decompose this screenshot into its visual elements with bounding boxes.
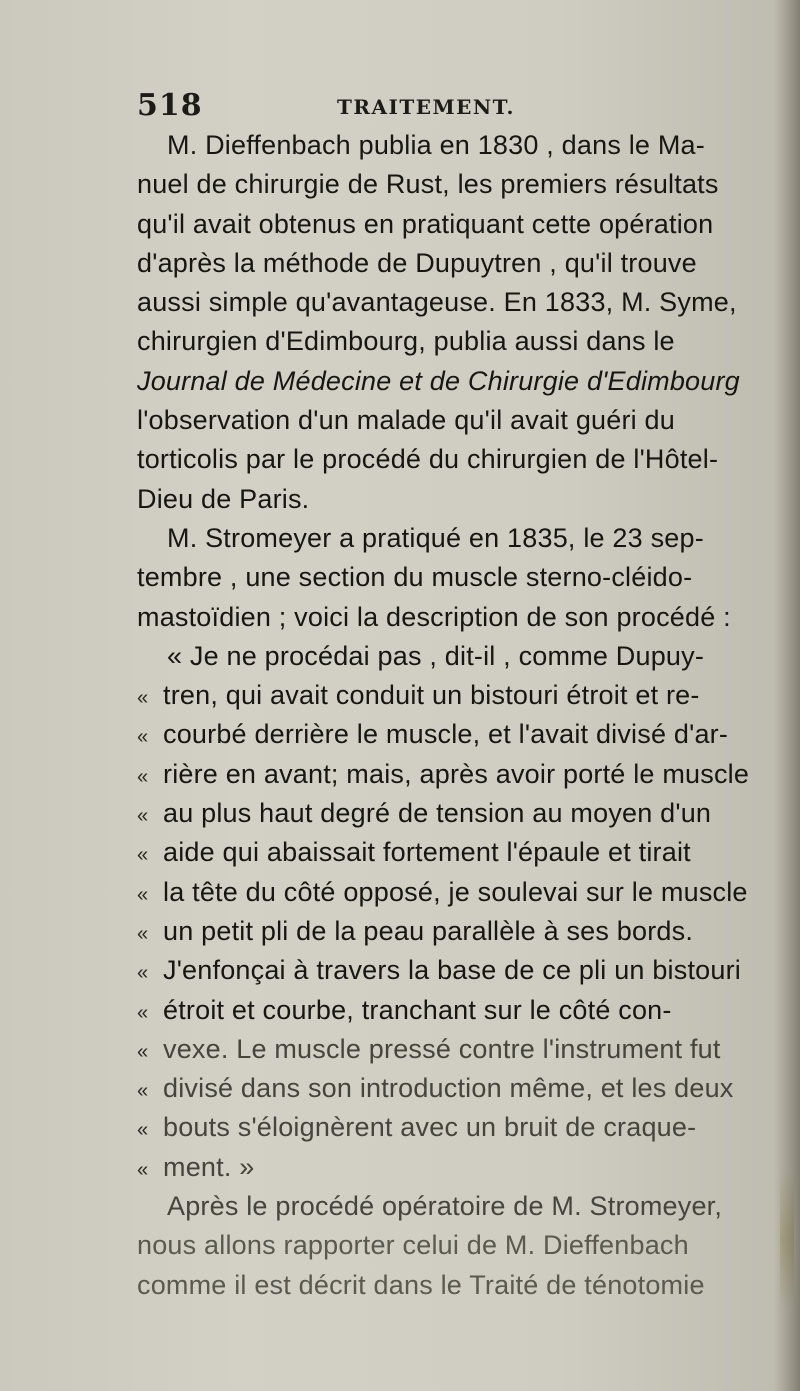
text-line — [137, 126, 709, 165]
line-text: comme il est décrit dans le Traité de ténotomie — [137, 1269, 705, 1300]
line-text: Journal de Médecine et de Chirurgie d'Edimbourg — [137, 365, 740, 396]
text-line — [137, 165, 719, 204]
line-text: étroit et courbe, tranchant sur le côté con- — [163, 994, 672, 1025]
text-line — [137, 1226, 709, 1265]
text-line — [137, 283, 737, 322]
page-number: 518 — [137, 88, 203, 123]
line-text: chirurgien d'Edimbourg, publia aussi dans le — [137, 326, 675, 357]
line-text: aussi simple qu'avantageuse. En 1833, M. Syme, — [137, 287, 737, 318]
line-text: d'après la méthode de Dupuytren , qu'il trouve — [137, 247, 697, 278]
line-text: qu'il avait obtenus en pratiquant cette opération — [137, 208, 714, 239]
quote-mark: « — [137, 1158, 149, 1181]
text-line — [137, 362, 740, 401]
text-line — [137, 755, 750, 794]
text-line — [137, 205, 714, 244]
text-line — [137, 912, 709, 951]
text-line — [137, 480, 709, 519]
text-line — [137, 519, 709, 558]
line-text: mastoïdien ; voici la description de son procédé : — [137, 601, 731, 632]
text-line — [137, 244, 709, 283]
line-text: vexe. Le muscle pressé contre l'instrument fut — [163, 1033, 721, 1064]
line-text: Dieu de Paris. — [137, 483, 310, 514]
line-text: bouts s'éloignèrent avec un bruit de craque- — [163, 1112, 697, 1143]
page-edge-stain — [780, 1170, 794, 1310]
text-line — [137, 715, 729, 754]
quote-mark: « — [137, 844, 149, 867]
line-text: l'observation d'un malade qu'il avait guéri du — [137, 405, 675, 436]
line-text: M. Stromeyer a pratiqué en 1835, le 23 sep- — [167, 522, 704, 553]
line-text: tembre , une section du muscle sterno-cléido- — [137, 562, 693, 593]
text-line — [137, 598, 731, 637]
text-line — [137, 1187, 723, 1226]
running-head: TRAITEMENT. — [337, 95, 515, 119]
text-line — [137, 1069, 734, 1108]
line-text: divisé dans son introduction même, et les deux — [163, 1073, 734, 1104]
line-text: aide qui abaissait fortement l'épaule et tirait — [163, 837, 691, 868]
line-text: la tête du côté opposé, je soulevai sur le muscle — [163, 876, 748, 907]
quote-mark: « — [137, 922, 149, 945]
text-line — [137, 1108, 709, 1147]
quote-mark: « — [137, 765, 149, 788]
quote-mark: « — [137, 1040, 149, 1063]
quote-mark: « — [137, 1119, 149, 1142]
line-text: torticolis par le procédé du chirurgien de l'Hôtel- — [137, 444, 719, 475]
text-line — [137, 558, 709, 597]
quote-mark: « — [137, 1080, 149, 1103]
text-line — [137, 401, 709, 440]
quote-mark: « — [137, 883, 149, 906]
line-text: courbé derrière le muscle, et l'avait divisé d'ar- — [163, 719, 729, 750]
text-line — [137, 637, 709, 676]
text-line — [137, 991, 709, 1030]
page-header — [137, 88, 697, 128]
text-line — [137, 833, 709, 872]
text-line — [137, 873, 748, 912]
quote-mark: « — [137, 805, 149, 828]
quote-mark: « — [137, 1001, 149, 1024]
text-line — [137, 951, 741, 990]
quote-mark: « — [137, 687, 149, 710]
line-text: rière en avant; mais, après avoir porté le muscle — [163, 758, 750, 789]
text-line — [137, 794, 712, 833]
body-text — [137, 126, 750, 1305]
line-text: nuel de chirurgie de Rust, les premiers résultats — [137, 169, 719, 200]
quote-mark: « — [137, 962, 149, 985]
line-text: M. Dieffenbach publia en 1830 , dans le Ma- — [167, 130, 705, 160]
text-line — [137, 440, 719, 479]
text-line — [137, 1148, 709, 1187]
line-text: ment. » — [163, 1151, 255, 1182]
line-text: au plus haut degré de tension au moyen d'un — [163, 798, 712, 829]
text-line — [137, 676, 709, 715]
line-text: tren, qui avait conduit un bistouri étroit et re- — [163, 680, 700, 711]
quote-mark: « — [137, 726, 149, 749]
text-line — [137, 322, 709, 361]
line-text: « Je ne procédai pas , dit-il , comme Dupuy- — [167, 640, 705, 671]
line-text: un petit pli de la peau parallèle à ses bords. — [163, 915, 694, 946]
text-line — [137, 1266, 709, 1305]
line-text: nous allons rapporter celui de M. Dieffenbach — [137, 1230, 689, 1261]
line-text: J'enfonçai à travers la base de ce pli un bistouri — [163, 955, 741, 986]
line-text: Après le procédé opératoire de M. Stromeyer, — [167, 1191, 723, 1222]
text-line — [137, 1030, 721, 1069]
